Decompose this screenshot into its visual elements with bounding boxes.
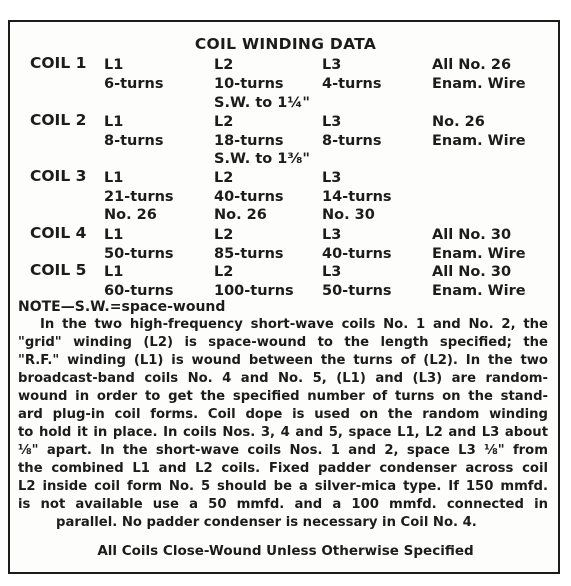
coil-4-l2-turns: 85-turns (214, 246, 284, 262)
coil-1-l1-turns: 6-turns (104, 76, 164, 92)
space-wound-note: NOTE—S.W.=space-wound (18, 299, 226, 315)
coil-5-l1-turns: 60-turns (104, 283, 174, 299)
instruction-line: "R.F." winding (L1) is wound between the turns of (L2). In the two (18, 353, 548, 368)
coil-2-l2-turns: 18-turns (214, 133, 284, 149)
coil-4-l2-label: L2 (214, 227, 234, 243)
instruction-line: parallel. No padder condenser is necessary in Coil No. 4. (56, 515, 477, 530)
instruction-line: broadcast-band coils No. 4 and No. 5, (L1) and (L3) are random- (18, 371, 548, 386)
instruction-line: to hold it in place. In coils Nos. 3, 4 and 5, space L1, L2 and L3 about (18, 425, 548, 440)
coil-1-wire-type: Enam. Wire (432, 76, 526, 92)
page-title: COIL WINDING DATA (194, 35, 377, 53)
instruction-line: In the two high-frequency short-wave coils No. 1 and No. 2, the (40, 317, 548, 332)
coil-2-l1-turns: 8-turns (104, 133, 164, 149)
coil-3-l3-label: L3 (322, 170, 342, 186)
instruction-line: is not available use a 50 mmfd. and a 100 mmfd. connected in (18, 497, 548, 512)
coil-2-l3-label: L3 (322, 114, 342, 130)
coil-5-l2-turns: 100-turns (214, 283, 294, 299)
coil-3-name: COIL 3 (30, 167, 87, 185)
coil-5-wire-type: Enam. Wire (432, 283, 526, 299)
coil-1-l2-label: L2 (214, 57, 234, 73)
coil-5-l1-label: L1 (104, 264, 124, 280)
coil-4-name: COIL 4 (30, 224, 87, 242)
coil-3-l1-turns: 21-turns (104, 189, 174, 205)
instruction-line: wound in order to get the specified number of turns on the stand- (18, 389, 548, 404)
coil-3-l3-turns: 14-turns (322, 189, 392, 205)
coil-2-l2-label: L2 (214, 114, 234, 130)
instruction-line: ⅛" apart. In the short-wave coils Nos. 1 and 2, space L3 ⅛" from (18, 443, 548, 458)
coil-5-l3-label: L3 (322, 264, 342, 280)
coil-4-l3-label: L3 (322, 227, 342, 243)
coil-2-name: COIL 2 (30, 111, 87, 129)
coil-3-l3-gauge: No. 30 (322, 207, 375, 223)
coil-1-l3-turns: 4-turns (322, 76, 382, 92)
coil-3-l1-gauge: No. 26 (104, 207, 157, 223)
instruction-line: L2 inside coil form No. 5 should be a silver-mica type. If 150 mmfd. (18, 479, 548, 494)
coil-4-l1-turns: 50-turns (104, 246, 174, 262)
coil-1-l2-spacing: S.W. to 1¼" (214, 95, 310, 111)
coil-3-l2-turns: 40-turns (214, 189, 284, 205)
coil-5-wire-gauge: All No. 30 (432, 264, 512, 280)
coil-1-l2-turns: 10-turns (214, 76, 284, 92)
coil-2-wire-gauge: No. 26 (432, 114, 485, 130)
coil-2-l3-turns: 8-turns (322, 133, 382, 149)
instruction-line: ard plug-in coil forms. Coil dope is used on the random winding (18, 407, 548, 422)
coil-2-l2-spacing: S.W. to 1⅜" (214, 151, 310, 167)
coil-2-wire-type: Enam. Wire (432, 133, 526, 149)
coil-1-wire-gauge: All No. 26 (432, 57, 512, 73)
coil-4-l1-label: L1 (104, 227, 124, 243)
instruction-line: "grid" winding (L2) is space-wound to the length specified; the (18, 335, 548, 350)
coil-5-name: COIL 5 (30, 261, 87, 279)
coil-3-l2-label: L2 (214, 170, 234, 186)
coil-4-wire-type: Enam. Wire (432, 246, 526, 262)
coil-2-l1-label: L1 (104, 114, 124, 130)
coil-4-wire-gauge: All No. 30 (432, 227, 512, 243)
footer-caption: All Coils Close-Wound Unless Otherwise Specified (97, 543, 474, 559)
instruction-line: the combined L1 and L2 coils. Fixed padder condenser across coil (18, 461, 548, 476)
coil-1-l3-label: L3 (322, 57, 342, 73)
coil-1-name: COIL 1 (30, 54, 87, 72)
coil-3-l2-gauge: No. 26 (214, 207, 267, 223)
coil-4-l3-turns: 40-turns (322, 246, 392, 262)
coil-5-l3-turns: 50-turns (322, 283, 392, 299)
winding-instructions (18, 316, 548, 532)
coil-3-l1-label: L1 (104, 170, 124, 186)
coil-5-l2-label: L2 (214, 264, 234, 280)
coil-1-l1-label: L1 (104, 57, 124, 73)
